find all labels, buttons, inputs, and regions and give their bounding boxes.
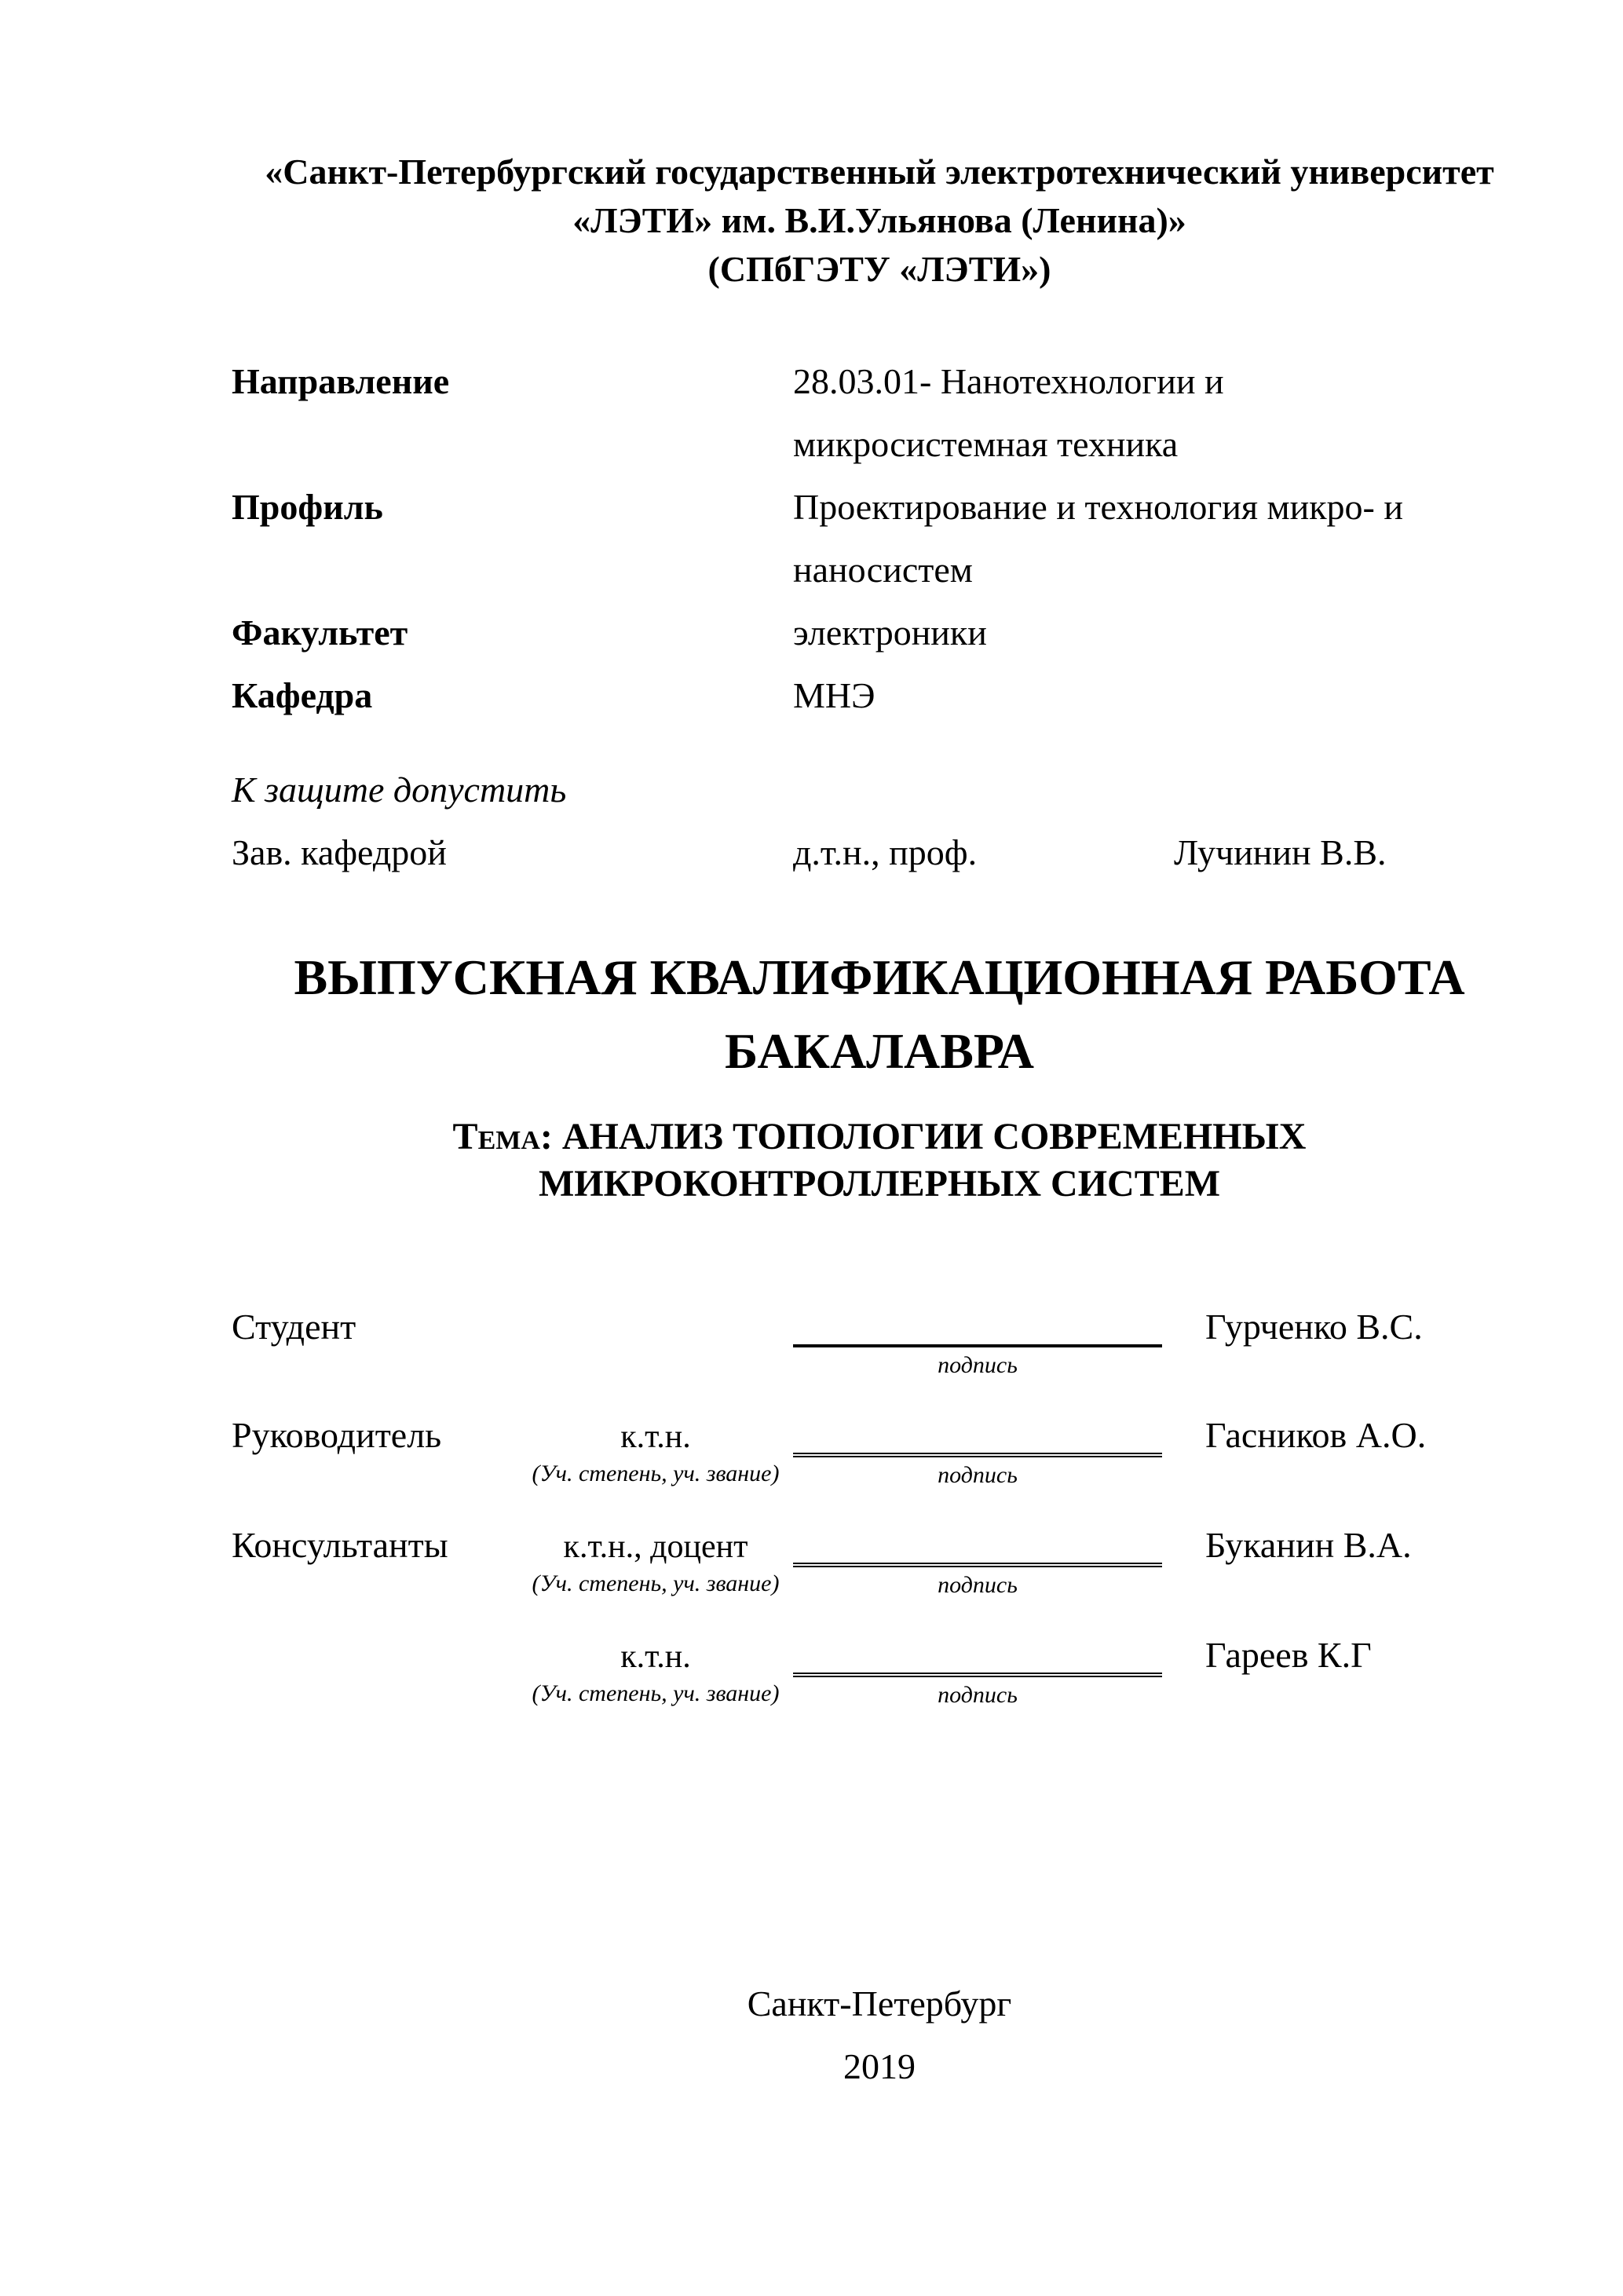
work-title-line1: ВЫПУСКНАЯ КВАЛИФИКАЦИОННАЯ РАБОТА [294,949,1465,1005]
topic-text-line2: МИКРОКОНТРОЛЛЕРНЫХ СИСТЕМ [538,1163,1221,1205]
footer [232,1972,1527,2098]
field-row-department [232,664,1527,727]
signature-name-cell [1162,1300,1527,1390]
university-name-line2: «ЛЭТИ» им. В.И.Ульянова (Ленина)» [572,200,1186,240]
signature-row-student [232,1300,1527,1390]
signature-degree-cell [518,1519,793,1610]
signature-degree-caption: (Уч. степень, уч. звание) [532,1461,780,1486]
signature-degree-supervisor: к.т.н. [620,1419,691,1455]
signature-degree-cell [518,1629,793,1720]
signature-role-cell [232,1409,518,1500]
signature-caption: подпись [938,1572,1018,1598]
admission-row [232,821,1527,884]
signature-role-supervisor: Руководитель [232,1415,442,1455]
signature-line [793,1300,1162,1347]
work-title-line2: БАКАЛАВРА [724,1023,1035,1079]
signature-caption: подпись [938,1352,1018,1378]
signature-degree-cell [518,1300,793,1390]
field-label-department: Кафедра [232,675,373,715]
signature-name-consultant-1: Буканин В.А. [1205,1525,1412,1565]
admission-position: Зав. кафедрой [232,832,447,872]
field-row-direction [232,350,1527,476]
signature-line-cell [793,1409,1162,1500]
field-label-profile: Профиль [232,487,383,527]
topic-prefix: Тема: [452,1116,553,1157]
field-label-faculty: Факультет [232,612,408,653]
program-fields [232,350,1527,727]
signature-line [793,1409,1162,1457]
signature-row-consultant-2 [232,1629,1527,1720]
signature-degree-consultant-2: к.т.н. [620,1639,691,1675]
signature-name-student: Гурченко В.С. [1205,1307,1423,1347]
university-header [232,148,1527,294]
signature-degree-caption: (Уч. степень, уч. звание) [532,1570,780,1596]
field-row-faculty [232,601,1527,664]
work-title [232,941,1527,1088]
signature-caption: подпись [938,1462,1018,1488]
signature-name-supervisor: Гасников А.О. [1205,1415,1427,1455]
footer-city: Санкт-Петербург [747,1983,1012,2024]
field-value-faculty: электроники [793,612,987,653]
signature-line-cell [793,1519,1162,1610]
field-row-profile [232,476,1527,601]
signature-line-cell [793,1629,1162,1720]
signature-name-consultant-2: Гареев К.Г [1205,1635,1372,1675]
signature-degree-consultant-1: к.т.н., доцент [563,1529,748,1565]
topic-text-line1: АНАЛИЗ ТОПОЛОГИИ СОВРЕМЕННЫХ [561,1116,1307,1157]
signature-row-supervisor [232,1409,1527,1500]
footer-year: 2019 [843,2046,916,2086]
field-value-department: МНЭ [793,675,875,715]
signature-line [793,1519,1162,1567]
signatures-block [232,1300,1527,1720]
signature-degree-cell [518,1409,793,1500]
signature-role-cell [232,1300,518,1390]
field-label-direction: Направление [232,361,450,401]
signature-name-cell [1162,1409,1527,1500]
signature-role-consultants: Консультанты [232,1525,448,1565]
admission-approval-line: К защите допустить [232,770,567,810]
signature-role-cell [232,1519,518,1610]
signature-role-empty [232,1629,518,1676]
university-name-line1: «Санкт-Петербургский государственный электротехнический университет [265,152,1494,192]
admission-name: Лучинин В.В. [1174,832,1387,872]
topic-block [232,1113,1527,1208]
field-value-direction: 28.03.01- Нанотехнологии и микросистемная техника [793,361,1224,464]
admission-block [232,759,1527,884]
signature-line-cell [793,1300,1162,1390]
signature-degree-caption: (Уч. степень, уч. звание) [532,1680,780,1706]
signature-name-cell [1162,1629,1527,1720]
signature-name-cell [1162,1519,1527,1610]
university-abbreviation: (СПбГЭТУ «ЛЭТИ») [707,249,1051,289]
signature-line [793,1629,1162,1677]
signature-role-cell [232,1629,518,1720]
topic-line1 [232,1113,1527,1161]
signature-row-consultant-1 [232,1519,1527,1610]
signature-caption: подпись [938,1682,1018,1708]
admission-degree: д.т.н., проф. [793,832,978,872]
field-value-profile: Проектирование и технология микро- и наносистем [793,487,1403,590]
signature-role-student: Студент [232,1307,356,1347]
